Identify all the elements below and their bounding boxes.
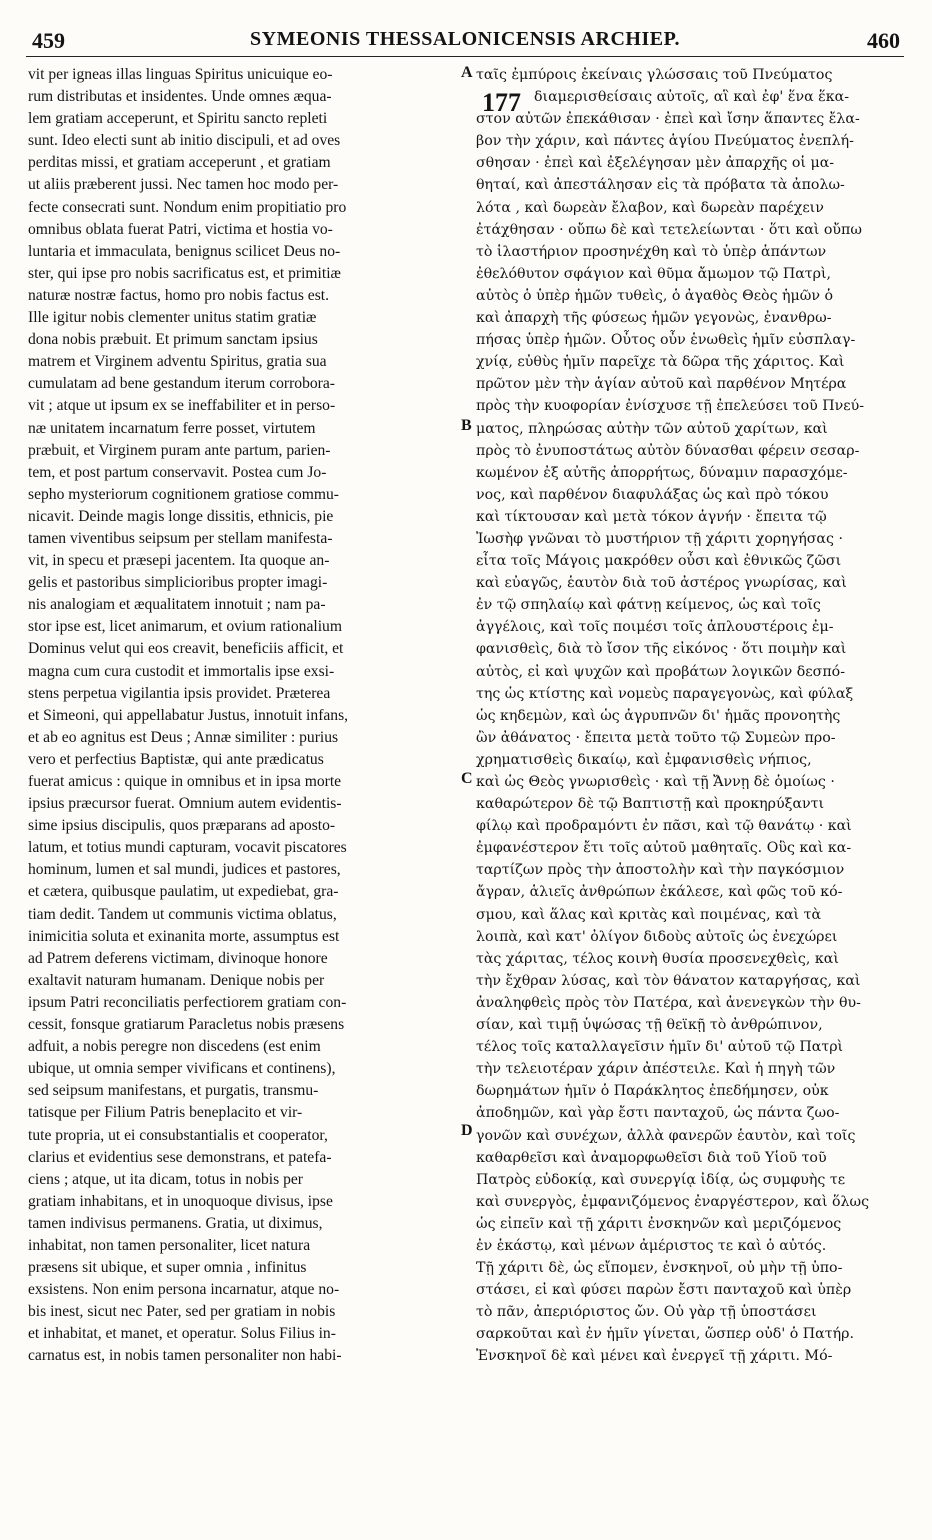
section-marker-c: C bbox=[461, 770, 473, 787]
greek-text-line: ματος, πληρώσας αὐτὴν τῶν αὐτοῦ χαρίτων, καὶ bbox=[476, 420, 828, 437]
latin-text-line: sime ipsius discipulis, quos præparans ad aposto- bbox=[28, 817, 336, 835]
latin-text-line: dona nobis præbuit. Et primum sanctam ipsius bbox=[28, 331, 318, 349]
latin-text-line: vero et perfectius Baptistæ, qui ante prædicatus bbox=[28, 750, 324, 768]
latin-text-line: fecte consecrati sunt. Nondum enim propitiatio pro bbox=[28, 198, 347, 216]
right-page-number: 460 bbox=[867, 28, 900, 53]
greek-text-line: ἐθελόθυτον σφάγιον καὶ θῦμα ἄμωμον τῷ Πατρὶ, bbox=[476, 265, 832, 282]
latin-text-line: ut aliis præberent jussi. Nec tamen hoc modo per- bbox=[28, 176, 339, 194]
greek-text-line: καὶ συνεργὸς, ἐμφανιζόμενος ἐναργέστερον, καὶ ὅλως bbox=[476, 1193, 870, 1210]
greek-text-line: ἐν ἑκάστῳ, καὶ μένων ἀμέριστος τε καὶ ὁ αὐτός. bbox=[476, 1237, 827, 1254]
latin-text-line: magna cum cura custodit et immortalis ipse exsi- bbox=[28, 662, 335, 680]
greek-text-line: χνίᾳ, εὐθὺς ἡμῖν παρεῖχε τὰ δῶρα τῆς χάριτος. Καὶ bbox=[476, 354, 845, 371]
latin-text-line: sepho mysteriorum cognitionem gratiose commu- bbox=[28, 485, 339, 503]
running-title: SYMEONIS THESSALONICENSIS ARCHIEP. bbox=[250, 28, 680, 50]
greek-text-line: καθαρθεῖσι καὶ ἀναμορφωθεῖσι διὰ τοῦ Υἱοῦ τοῦ bbox=[476, 1149, 827, 1166]
greek-text-line: ταῖς ἐμπύροις ἐκείναις γλώσσαις τοῦ Πνεύματος bbox=[476, 67, 833, 83]
latin-text-line: tute propria, ut ei consubstantialis et cooperator, bbox=[28, 1126, 328, 1144]
greek-text-line: στον αὐτῶν ἐπεκάθισαν · ἐπεὶ καὶ ἴσην ἅπαντες ἔλα- bbox=[476, 111, 860, 128]
latin-text-line: sed seipsum manifestans, et purgatis, transmu- bbox=[28, 1082, 319, 1100]
latin-text-line: naturæ nostræ factus, homo pro nobis factus est. bbox=[28, 286, 330, 304]
section-marker-a: A bbox=[461, 64, 473, 81]
latin-text-line: perditas missi, et gratiam acceperunt , et gratiam bbox=[28, 154, 331, 172]
latin-text-line: rum distributas et insidentes. Unde omnes æqua- bbox=[28, 88, 332, 106]
greek-text-line: λότα , καὶ δωρεὰν ἔλαβον, καὶ δωρεὰν παρέχειν bbox=[476, 199, 824, 216]
greek-text-line: διαμερισθείσαις αὐτοῖς, αἳ καὶ ἐφ' ἕνα ἕκα- bbox=[534, 89, 850, 106]
latin-text-line: ciens ; atque, ut ita dicam, totus in nobis per bbox=[28, 1170, 303, 1188]
greek-column bbox=[476, 64, 904, 1368]
greek-text-line: στάσει, εἰ καὶ φύσει παρὼν ἔστι πανταχοῦ καὶ ὑπὲρ bbox=[476, 1282, 852, 1299]
greek-text-line: φανισθεὶς, διὰ τὸ ἴσον τῆς εἰκόνος · ὅτι ποιμὴν καὶ bbox=[476, 641, 847, 658]
latin-text-line: nicavit. Deinde magis longe dissitis, ethnicis, pie bbox=[28, 507, 334, 525]
greek-text-line: ἀναληφθεὶς πρὸς τὸν Πατέρα, καὶ ἀνενεγκὼν τὴν θυ- bbox=[476, 994, 861, 1011]
section-marker-b: B bbox=[461, 417, 472, 434]
greek-text-line: ἐν τῷ σπηλαίῳ καὶ φάτνῃ κείμενος, ὡς καὶ τοῖς bbox=[476, 597, 821, 614]
greek-text-line: γονῶν καὶ συνέχων, ἀλλὰ φανερῶν ἑαυτὸν, καὶ τοῖς bbox=[476, 1127, 856, 1144]
greek-text-line: ὡς κηδεμὼν, καὶ ὡς ἀγρυπνῶν δι' ἡμᾶς προνοητὴς bbox=[476, 707, 841, 724]
greek-text-line: Ἐνσκηνοῖ δὲ καὶ μένει καὶ ἐνεργεῖ τῇ χάριτι. Μό- bbox=[476, 1348, 833, 1365]
latin-text-line: gratiam inhabitans, et in unoquoque divisus, ipse bbox=[28, 1192, 333, 1210]
latin-text-line: latum, et totius mundi capturam, vocavit piscatores bbox=[28, 839, 347, 857]
latin-text-line: vit, in specu et præsepi jacentem. Ita quoque an- bbox=[28, 552, 330, 570]
greek-text-line: καὶ ὡς Θεὸς γνωρισθεὶς · καὶ τῇ Ἄννῃ δὲ ὁμοίως · bbox=[476, 774, 835, 790]
running-header bbox=[26, 26, 904, 57]
greek-text-line: τὰς χάριτας, τέλος κοινὴ θυσία προσενεχθεὶς, καὶ bbox=[476, 950, 839, 967]
latin-text-line: bis inest, sicut nec Pater, sed per gratiam in nobis bbox=[28, 1303, 336, 1321]
latin-text-line: hominum, lumen et sal mundi, judices et pastores, bbox=[28, 861, 341, 879]
latin-text-line: exsistens. Non enim persona incarnatur, atque no- bbox=[28, 1281, 340, 1299]
latin-text-line: ipsius præcursor fuerat. Omnium autem evidentis- bbox=[28, 795, 342, 813]
greek-text-line: λοιπὰ, καὶ κατ' ὀλίγον διδοὺς αὐτοῖς ὡς ἐνεχώρει bbox=[476, 928, 838, 945]
latin-text-line: adfuit, a nobis peregre non discedens (est enim bbox=[28, 1038, 321, 1056]
latin-text-line: carnatus est, in nobis tamen personaliter non habi- bbox=[28, 1347, 342, 1365]
greek-text-line: καὶ τίκτουσαν καὶ μετὰ τόκον ἁγνήν · ἔπειτα τῷ bbox=[476, 508, 827, 525]
greek-text-line: πρὸς τὴν κυοφορίαν ἐνίσχυσε τῇ ἐπελεύσει τοῦ Πνεύ- bbox=[476, 398, 865, 415]
greek-text-line: τὸ ἱλαστήριον προσηνέχθη καὶ τὸ ὑπὲρ ἁπάντων bbox=[476, 243, 827, 260]
latin-text-line: ubique, ut omnia semper vivificans et continens), bbox=[28, 1060, 336, 1078]
greek-text-line: ἄγραν, ἁλιεῖς ἀνθρώπων ἐκάλεσε, καὶ φῶς τοῦ κό- bbox=[476, 884, 843, 901]
greek-text-line: εἶτα τοῖς Μάγοις μακρόθεν οὖσι καὶ ἐθνικῶς ζῶσι bbox=[476, 553, 842, 570]
latin-text-line: tiam dedit. Tandem ut communis victima oblatus, bbox=[28, 905, 337, 923]
greek-text-line: Τῇ χάριτι δὲ, ὡς εἴπομεν, ἐνσκηνοῖ, οὐ μὴν τῇ ὑπο- bbox=[476, 1260, 843, 1277]
latin-text-line: vit ; atque ut ipsum ex se ineffabiliter et in perso- bbox=[28, 397, 336, 415]
greek-text-line: ὡς εἰπεῖν καὶ τῇ χάριτι ἐνσκηνῶν καὶ μεριζόμενος bbox=[476, 1215, 842, 1232]
latin-text-line: ster, qui ipse pro nobis sacrificatus est, et primitiæ bbox=[28, 264, 341, 282]
greek-text-line: αὐτὸς, εἰ καὶ ψυχῶν καὶ προβάτων λογικῶν δεσπό- bbox=[476, 663, 845, 680]
greek-text-line: της ὡς κτίστης καὶ νομεὺς παραγεγονὼς, καὶ φύλαξ bbox=[476, 685, 854, 702]
latin-text-line: ipsum Patri reconciliatis perfectiorem gratiam con- bbox=[28, 993, 347, 1011]
latin-text-line: cessit, fonsque gratiarum Paracletus nobis præsens bbox=[28, 1016, 345, 1034]
greek-text-line: τὴν ἔχθραν λύσας, καὶ τὸν θάνατον καταργήσας, καὶ bbox=[476, 972, 861, 989]
greek-text-line: καὶ ἀπαρχὴ τῆς φύσεως ἡμῶν γεγονὼς, ἐνανθρω- bbox=[476, 310, 832, 327]
greek-text-line: ἐτάχθησαν · οὔπω δὲ καὶ τετελείωνται · ὅτι καὶ οὔπω bbox=[476, 221, 862, 238]
greek-text-line: καθαρώτερον δὲ τῷ Βαπτιστῇ καὶ προκηρύξαντι bbox=[476, 796, 825, 813]
greek-text-line: τὸ πᾶν, ἀπεριόριστος ὤν. Οὐ γὰρ τῇ ὑποστάσει bbox=[476, 1304, 817, 1321]
latin-text-line: exaltavit naturam humanam. Denique nobis per bbox=[28, 971, 325, 989]
greek-text-line: αὐτὸς ὁ ὑπὲρ ἡμῶν τυθεὶς, ὁ ἀγαθὸς Θεὸς ἡμῶν ὁ bbox=[476, 287, 834, 304]
greek-text-line: σμου, καὶ ἅλας καὶ κριτὰς καὶ ποιμένας, καὶ τὰ bbox=[476, 906, 822, 923]
latin-text-line: et ab eo agnitus est Deus ; Annæ similiter : purius bbox=[28, 728, 339, 746]
greek-text-line: ὢν ἀθάνατος · ἔπειτα μετὰ τοῦτο τῷ Συμεὼν προ- bbox=[476, 729, 836, 746]
latin-text-line: luntaria et immaculata, benignus scilicet Deus no- bbox=[28, 242, 341, 260]
latin-text-line: et inhabitat, et manet, et operatur. Solus Filius in- bbox=[28, 1325, 336, 1343]
latin-text-line: sunt. Ideo electi sunt ab initio discipuli, et ad oves bbox=[28, 132, 341, 150]
greek-text-line: πρὸς τὸ ἐνυποστάτως αὐτὸν δύνασθαι φέρειν σεσαρ- bbox=[476, 442, 860, 459]
section-marker-d: D bbox=[461, 1122, 473, 1139]
latin-text-line: præsens sit ubique, et super omnia , infinitus bbox=[28, 1259, 307, 1277]
greek-text-line: ταρτίζων πρὸς τὴν ἀποστολὴν καὶ τὴν παγκόσμιον bbox=[476, 862, 845, 879]
latin-text-line: Dominus velut qui eos creavit, beneficiis afficit, et bbox=[28, 640, 344, 658]
latin-text-line: Ille igitur nobis clementer unitus statim gratiæ bbox=[28, 309, 317, 327]
column-number: 177 bbox=[482, 88, 521, 117]
latin-text-line: tamen indivisus permanens. Gratia, ut diximus, bbox=[28, 1214, 323, 1232]
latin-text-line: ad Patrem deferens victimam, divinoque honore bbox=[28, 949, 328, 967]
latin-column bbox=[28, 64, 460, 1368]
greek-text-line: σίαν, καὶ τιμῇ ὑψώσας τῇ θεϊκῇ τὸ ἀνθρώπινον, bbox=[476, 1017, 823, 1034]
latin-text-line: tamen viventibus seipsum per stellam manifesta- bbox=[28, 529, 333, 547]
greek-text-line: ἀγγέλοις, καὶ τοῖς ποιμέσι τοῖς ἁπλουστέροις ἐμ- bbox=[476, 619, 834, 636]
greek-text-line: Ἰωσὴφ γνῶναι τὸ μυστήριον τῇ χάριτι χορηγήσας · bbox=[476, 530, 843, 547]
greek-text-line: καὶ εὐαγῶς, ἑαυτὸν διὰ τοῦ ἀστέρος γνωρίσας, καὶ bbox=[476, 575, 847, 592]
latin-text-line: omnibus oblata fuerat Patri, victima et hostia vo- bbox=[28, 220, 333, 238]
greek-text-line: Πατρὸς εὐδοκίᾳ, καὶ συνεργίᾳ ἰδίᾳ, ὡς συμφυὴς τε bbox=[476, 1171, 846, 1188]
latin-text-line: et Simeoni, qui appellabatur Justus, innotuit infans, bbox=[28, 706, 349, 724]
latin-text-line: gelis et pastoribus simplicioribus propter imagi- bbox=[28, 574, 328, 592]
latin-text-line: inimicitia soluta et exinanita morte, assumptus est bbox=[28, 927, 340, 945]
left-page-number: 459 bbox=[32, 28, 65, 53]
greek-text-line: τέλος τοῖς καταλλαγεῖσιν ἡμῖν δι' αὐτοῦ τῷ Πατρὶ bbox=[476, 1039, 844, 1056]
latin-text-line: et cætera, quibusque paulatim, ut expediebat, gra- bbox=[28, 883, 339, 901]
latin-text-line: præbuit, et Virginem puram ante partum, parien- bbox=[28, 441, 331, 459]
greek-text-line: πρῶτον μὲν τὴν ἁγίαν αὐτοῦ καὶ παρθένον Μητέρα bbox=[476, 376, 847, 393]
latin-text-line: fuerat amicus : quique in omnibus et in ipsa morte bbox=[28, 773, 342, 790]
latin-text-line: tem, et post partum conservavit. Postea cum Jo- bbox=[28, 463, 327, 481]
greek-text-line: ἐμφανέστερον ἔτι τοῖς αὐτοῦ μαθηταῖς. Οὓς καὶ κα- bbox=[476, 840, 852, 857]
greek-text-line: σαρκοῦται καὶ ἐν ἡμῖν γίνεται, ὥσπερ οὐδ' ὁ Πατήρ. bbox=[476, 1326, 854, 1343]
latin-text-line: matrem et Virginem adventu Spiritus, gratia sua bbox=[28, 353, 327, 371]
latin-text-line: nis analogiam et æqualitatem innotuit ; nam pa- bbox=[28, 596, 326, 614]
latin-text-line: stens perpetua vigilantia ipsis providet. Præterea bbox=[28, 684, 331, 702]
latin-text-line: stor ipse est, licet animarum, et ovium rationalium bbox=[28, 618, 342, 636]
latin-text-line: lem gratiam acceperunt, et Spiritu sancto repleti bbox=[28, 110, 328, 128]
latin-text-line: inhabitat, non tamen personaliter, licet natura bbox=[28, 1236, 311, 1254]
latin-text-line: tatisque per Filium Patris beneplacito et vir- bbox=[28, 1104, 303, 1122]
latin-text-line: clarius et evidentius sese demonstrans, et patefa- bbox=[28, 1148, 332, 1166]
latin-text-line: vit per igneas illas linguas Spiritus unicuique eo- bbox=[28, 66, 333, 83]
greek-text-line: ἀποδημῶν, καὶ γὰρ ἔστι πανταχοῦ, ὡς πάντα ζωο- bbox=[476, 1105, 840, 1122]
latin-text-line: cumulatam ad bene gestandum iterum corrobora- bbox=[28, 375, 335, 393]
greek-text-line: θηταί, καὶ ἀπεστάλησαν εἰς τὰ πρόβατα τὰ ἀπολω- bbox=[476, 177, 845, 194]
greek-text-line: νος, καὶ παρθένον διαφυλάξας ὡς καὶ πρὸ τόκου bbox=[476, 486, 829, 503]
greek-text-line: πήσας ὑπὲρ ἡμῶν. Οὗτος οὖν ἑνωθεὶς ἡμῖν εὐσπλαγ- bbox=[476, 332, 856, 349]
greek-text-line: βον τὴν χάριν, καὶ πάντες ἁγίου Πνεύματος ἐνεπλή- bbox=[476, 133, 854, 150]
greek-text-line: φίλῳ καὶ προδραμόντι ἐν πᾶσι, καὶ τῷ θανάτῳ · καὶ bbox=[476, 818, 852, 835]
greek-text-line: δωρημάτων ἡμῖν ὁ Παράκλητος ἐπεδήμησεν, οὐκ bbox=[476, 1083, 829, 1100]
greek-text-line: σθησαν · ἐπεὶ καὶ ἐξελέγησαν μὲν ἀπαρχῆς οἱ μα- bbox=[476, 155, 835, 172]
greek-text-line: κωμένον ἐξ αὐτῆς ἀπορρήτως, δύναμιν παρασχόμε- bbox=[476, 464, 848, 481]
greek-text-line: χρηματισθεὶς δικαίῳ, καὶ ἐμφανισθεὶς νήπιος, bbox=[476, 751, 812, 768]
greek-text-line: τὴν τελειοτέραν χάριν ἀπέστειλε. Καὶ ἡ πηγὴ τῶν bbox=[476, 1061, 836, 1078]
latin-text-line: næ unitatem incarnatum ferre posset, virtutem bbox=[28, 419, 316, 437]
